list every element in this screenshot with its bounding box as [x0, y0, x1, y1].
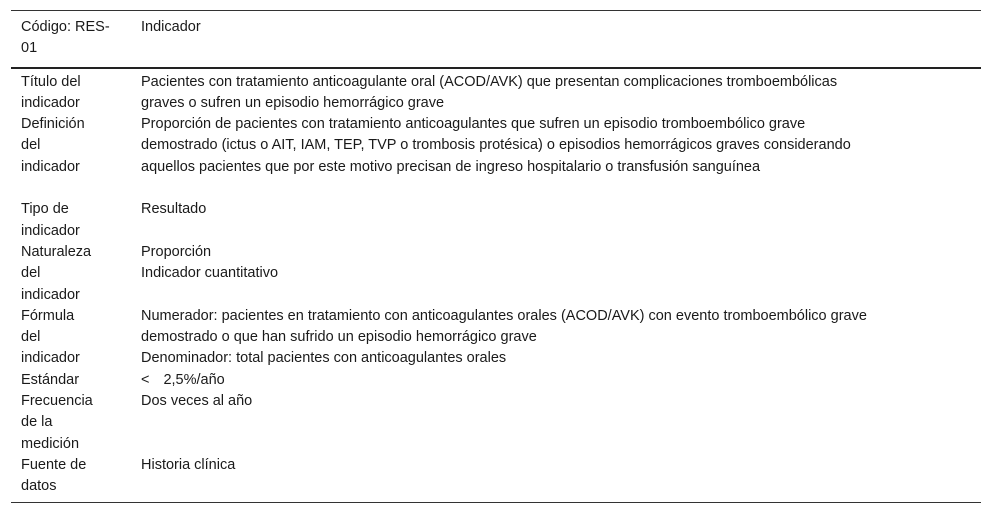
value-line — [141, 370, 981, 391]
label-line: de la — [21, 414, 53, 431]
header-code-line-2: 01 — [21, 40, 38, 57]
table-bottom-rule — [11, 502, 981, 503]
less-than-symbol: < — [141, 371, 150, 388]
value-line: aquellos pacientes que por este motivo precisan de ingreso hospitalario o transfusión sanguínea — [141, 158, 761, 175]
row-value-tipo — [131, 199, 981, 242]
label-line: indicador — [21, 222, 80, 239]
table-body — [11, 69, 981, 502]
table-row-frecuencia — [11, 391, 981, 455]
row-label-naturaleza — [11, 242, 131, 306]
spacer-line — [21, 178, 131, 199]
label-line: indicador — [21, 158, 80, 175]
label-line: Tipo de — [21, 201, 69, 218]
label-line: indicador — [21, 94, 80, 111]
value-line: Numerador: pacientes en tratamiento con anticoagulantes orales (ACOD/AVK) con evento tromboembólico grave — [141, 307, 867, 324]
table-row-titulo — [11, 72, 981, 115]
label-line: Fuente de — [21, 456, 87, 473]
label-line: Definición — [21, 116, 85, 133]
label-line: indicador — [21, 350, 80, 367]
row-value-formula — [131, 306, 981, 370]
value-line: demostrado (ictus o AIT, IAM, TEP, TVP o trombosis protésica) o episodios hemorrágicos graves considerando — [141, 137, 851, 154]
row-label-frecuencia — [11, 391, 131, 455]
table-row-tipo — [11, 199, 981, 242]
label-line: datos — [21, 478, 57, 495]
value-line: Denominador: total pacientes con anticoagulantes orales — [141, 350, 507, 367]
header-indicator-label: Indicador — [141, 19, 201, 35]
value-line: Historia clínica — [141, 456, 236, 473]
label-line: Fórmula — [21, 307, 75, 324]
value-line: Dos veces al año — [141, 393, 253, 410]
row-value-estandar — [131, 370, 981, 391]
value-line: graves o sufren un episodio hemorrágico grave — [141, 94, 445, 111]
table-row-naturaleza — [11, 242, 981, 306]
label-line: Título del — [21, 73, 81, 90]
indicator-table — [11, 10, 981, 503]
row-value-titulo — [131, 72, 981, 115]
table-row-definicion — [11, 114, 981, 199]
standard-value: 2,5%/año — [163, 371, 225, 388]
label-line: Naturaleza — [21, 243, 92, 260]
row-value-frecuencia — [131, 391, 981, 455]
label-line: Estándar — [21, 371, 80, 388]
row-label-titulo — [11, 72, 131, 115]
row-label-estandar — [11, 370, 131, 391]
header-indicator-cell — [131, 17, 981, 60]
value-line: Pacientes con tratamiento anticoagulante oral (ACOD/AVK) que presentan complicaciones tromboembólicas — [141, 73, 838, 90]
row-value-naturaleza — [131, 242, 981, 306]
label-line: del — [21, 265, 41, 282]
value-line: Proporción — [141, 243, 212, 260]
value-line: Indicador cuantitativo — [141, 265, 279, 282]
label-line: medición — [21, 435, 80, 452]
label-line: del — [21, 137, 41, 154]
row-label-definicion — [11, 114, 131, 199]
label-line: del — [21, 329, 41, 346]
row-label-tipo — [11, 199, 131, 242]
table-row-estandar — [11, 370, 981, 391]
value-line: Resultado — [141, 201, 207, 218]
label-line: indicador — [21, 286, 80, 303]
value-line: Proporción de pacientes con tratamiento anticoagulantes que sufren un episodio tromboembólico grave — [141, 116, 806, 133]
value-line: demostrado o que han sufrido un episodio hemorrágico grave — [141, 329, 537, 346]
row-value-fuente — [131, 455, 981, 498]
table-row-formula — [11, 306, 981, 370]
header-code-cell — [11, 17, 131, 60]
table-header-row — [11, 11, 981, 67]
header-code-line-1: Código: RES- — [21, 19, 110, 35]
row-value-definicion — [131, 114, 981, 199]
table-row-fuente — [11, 455, 981, 498]
row-label-fuente — [11, 455, 131, 498]
row-label-formula — [11, 306, 131, 370]
label-line: Frecuencia — [21, 393, 93, 410]
